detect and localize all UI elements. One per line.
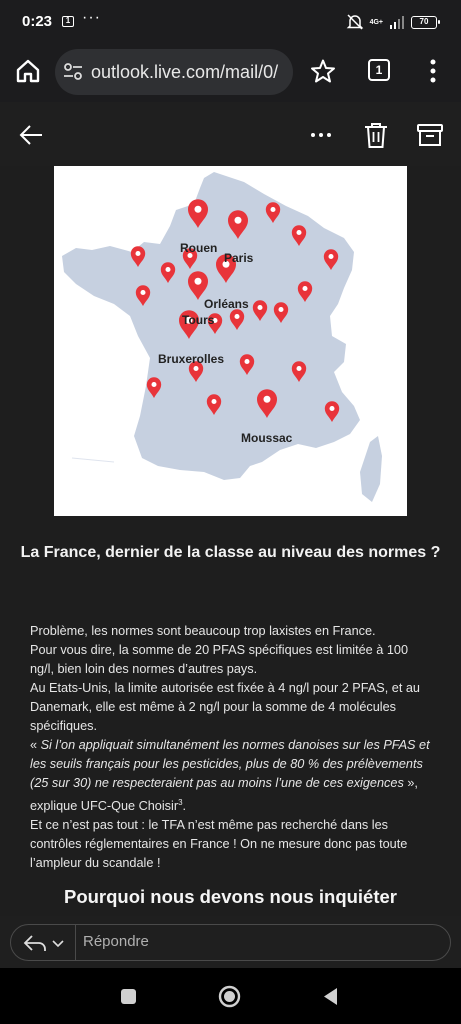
- map-pin-dot: [302, 286, 307, 291]
- address-bar[interactable]: [55, 49, 293, 95]
- reply-bar: [0, 916, 461, 968]
- map-label-bruxerolles: Bruxerolles: [158, 352, 225, 366]
- email-text: [30, 622, 430, 873]
- section-subheading: Pourquoi nous devons nous inquiéter: [63, 886, 397, 907]
- paragraph: Pour vous dire, la somme de 20 PFAS spécifiques est limitée à 100 ng/l, bien loin des normes d’autres pays.: [30, 643, 408, 676]
- map-pin-dot: [195, 206, 202, 213]
- nav-back-icon[interactable]: [322, 987, 338, 1006]
- mail-toolbar: [0, 102, 461, 166]
- map-pin-dot: [193, 366, 198, 371]
- paragraph: Au Etats-Unis, la limite autorisée est fixée à 4 ng/l pour 2 PFAS, et au Danemark, elle est même à 2 ng/l pour la somme de 4 molécules spécifiques.: [30, 681, 420, 733]
- paragraph: Problème, les normes sont beaucoup trop laxistes en France.: [30, 624, 376, 638]
- battery-icon: 70: [411, 16, 437, 29]
- attribution-end: .: [182, 799, 187, 814]
- section-heading: La France, dernier de la classe au niveau des normes ?: [20, 544, 441, 561]
- paragraph: Et ce n’est pas tout : le TFA n’est même pas recherché dans les contrôles réglementaires en France ! On ne mesure donc pas toute l’ampleur du scandale !: [30, 818, 408, 871]
- tune-icon[interactable]: [63, 62, 83, 82]
- france-map-image: [54, 166, 407, 516]
- map-pin-dot: [211, 399, 216, 404]
- reply-box[interactable]: [10, 924, 451, 961]
- star-icon[interactable]: [310, 58, 336, 84]
- map-pin-dot: [278, 307, 283, 312]
- attribution: [30, 793, 430, 816]
- reply-input[interactable]: Répondre: [83, 933, 149, 950]
- home-circle-icon[interactable]: [218, 985, 241, 1008]
- corsica: [360, 436, 382, 502]
- reply-divider: [75, 925, 76, 960]
- map-pin-dot: [257, 305, 262, 310]
- network-type: 4G+: [369, 18, 383, 26]
- notification-badge-icon: 1: [62, 16, 74, 27]
- footnote-link[interactable]: 3: [178, 798, 183, 807]
- map-pin-dot: [140, 290, 145, 295]
- map-pin-dot: [296, 366, 301, 371]
- quote-close: »,: [403, 776, 418, 790]
- map-pin-dot: [244, 359, 249, 364]
- map-label-orleans: Orléans: [204, 297, 249, 311]
- reply-options-icon[interactable]: [23, 933, 67, 953]
- trash-icon[interactable]: [363, 121, 389, 149]
- quote-paragraph: [30, 736, 430, 793]
- quote-open: «: [30, 738, 41, 752]
- map-pin-dot: [195, 278, 202, 285]
- recents-icon[interactable]: [121, 989, 136, 1004]
- map-pin-dot: [135, 251, 140, 256]
- map-label-moussac: Moussac: [241, 431, 293, 445]
- map-pin-dot: [151, 382, 156, 387]
- map-label-tours: Tours: [182, 313, 215, 327]
- map-label-rouen: Rouen: [180, 241, 218, 255]
- map-pin-dot: [270, 207, 275, 212]
- signal-icon: [389, 15, 405, 29]
- map-label-paris: Paris: [224, 251, 254, 265]
- france-map: [54, 166, 407, 516]
- map-pin-dot: [264, 396, 271, 403]
- status-time: 0:23: [22, 13, 53, 30]
- attribution-text: explique UFC-Que Choisir: [30, 799, 179, 814]
- map-pin-dot: [235, 217, 242, 224]
- more-notifications-icon: ···: [82, 9, 101, 26]
- archive-icon[interactable]: [416, 121, 444, 149]
- quote-text: Si l’on appliquait simultanément les normes danoises sur les PFAS et les seuils français pour les pesticides, plus de 80 % des prélèvements (25 sur 30) ne respecteraient pas au moins l’une de ces exigences: [30, 738, 430, 790]
- browser-toolbar: [0, 44, 461, 102]
- map-pin-dot: [328, 254, 333, 259]
- mute-icon: [346, 14, 364, 30]
- system-nav-bar: [0, 968, 461, 1024]
- status-icons: [346, 12, 437, 32]
- email-body[interactable]: [0, 166, 461, 916]
- more-horizontal-icon[interactable]: [306, 124, 336, 146]
- status-bar: [0, 0, 461, 44]
- map-pin-dot: [296, 230, 301, 235]
- home-icon[interactable]: [14, 57, 42, 85]
- back-arrow-icon[interactable]: [18, 122, 44, 148]
- map-pin-dot: [234, 314, 239, 319]
- map-pin-dot: [165, 267, 170, 272]
- map-pin-dot: [329, 406, 334, 411]
- url-text[interactable]: outlook.live.com/mail/0/: [91, 62, 279, 82]
- more-vertical-icon[interactable]: [428, 58, 438, 84]
- tabs-icon[interactable]: 1: [368, 59, 390, 81]
